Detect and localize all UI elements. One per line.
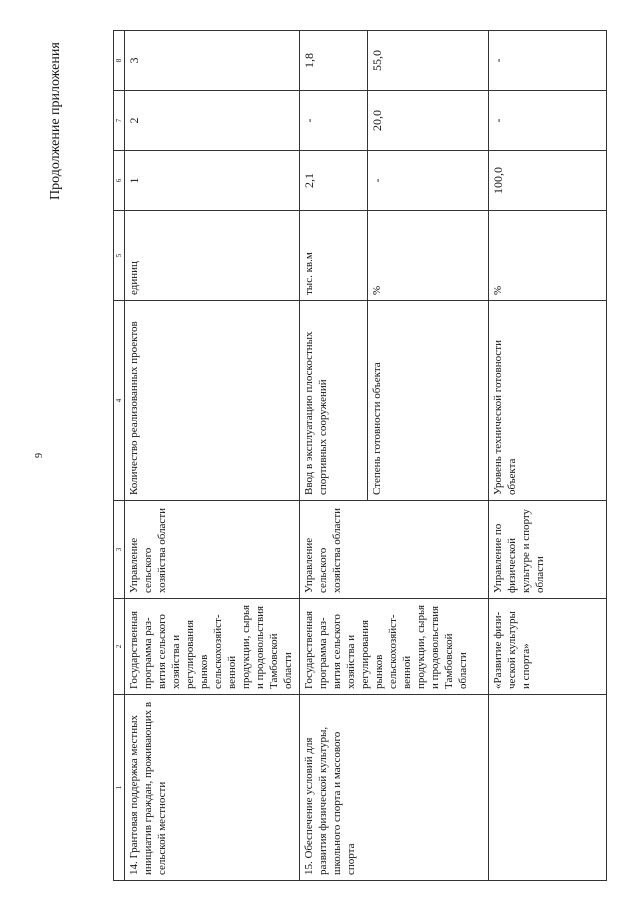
value-col7: 2 [125, 91, 300, 151]
col-number: 7 [114, 91, 125, 151]
program-name: «Развитие физи- ческой культуры и спорта» [489, 599, 607, 695]
measure-name-empty [489, 695, 607, 881]
indicator: Уровень технической готовности объекта [489, 301, 607, 501]
unit: тыс. кв.м [300, 211, 368, 301]
col-number: 6 [114, 151, 125, 211]
table-row-14 [125, 31, 300, 881]
col-number: 8 [114, 31, 125, 91]
indicator: Количество реализованных проектов [125, 301, 300, 501]
value-col6: 2,1 [300, 151, 368, 211]
table-row-16 [489, 31, 607, 881]
value-col7: - [489, 91, 607, 151]
value-col7: - [300, 91, 368, 151]
program-name: Государственная программа раз- вития сельского хозяйства и регулирования рынков сельскохозяйст- венной продукции, сырья и продовольствия Тамбовской области [300, 599, 489, 695]
page-heading: Продолжение приложения [48, 42, 63, 200]
unit: % [489, 211, 607, 301]
value-col8: - [489, 31, 607, 91]
value-col6: 100,0 [489, 151, 607, 211]
executor: Управление сельского хозяйства области [125, 501, 300, 599]
page-number: 9 [34, 453, 45, 458]
value-col8: 1,8 [300, 31, 368, 91]
executor: Управление сельского хозяйства области [300, 501, 489, 599]
measure-name: 15. Обеспечение условий для развития физической культуры, школьного спорта и массового спорта [300, 695, 489, 881]
col-number: 5 [114, 211, 125, 301]
program-name: Государственная программа раз- вития сельского хозяйства и регулирования рынков сельскохозяйст- венной продукции, сырья и продовольствия Тамбовской области [125, 599, 300, 695]
value-col7: 20,0 [368, 91, 489, 151]
indicator: Ввод в эксплуатацию плоскостных спортивных сооружений [300, 301, 368, 501]
col-number: 1 [114, 695, 125, 881]
indicator-table [113, 30, 607, 881]
value-col8: 55,0 [368, 31, 489, 91]
measure-name: 14. Грантовая поддержка местных инициатив граждан, проживающих в сельской местности [125, 695, 300, 881]
value-col6: - [368, 151, 489, 211]
col-number: 2 [114, 599, 125, 695]
table-row-15a [300, 31, 368, 881]
col-number: 4 [114, 301, 125, 501]
indicator: Степень готовности объекта [368, 301, 489, 501]
unit: % [368, 211, 489, 301]
value-col8: 3 [125, 31, 300, 91]
executor: Управление по физической культуре и спорту области [489, 501, 607, 599]
col-number: 3 [114, 501, 125, 599]
unit: единиц [125, 211, 300, 301]
column-number-row [114, 31, 125, 881]
value-col6: 1 [125, 151, 300, 211]
